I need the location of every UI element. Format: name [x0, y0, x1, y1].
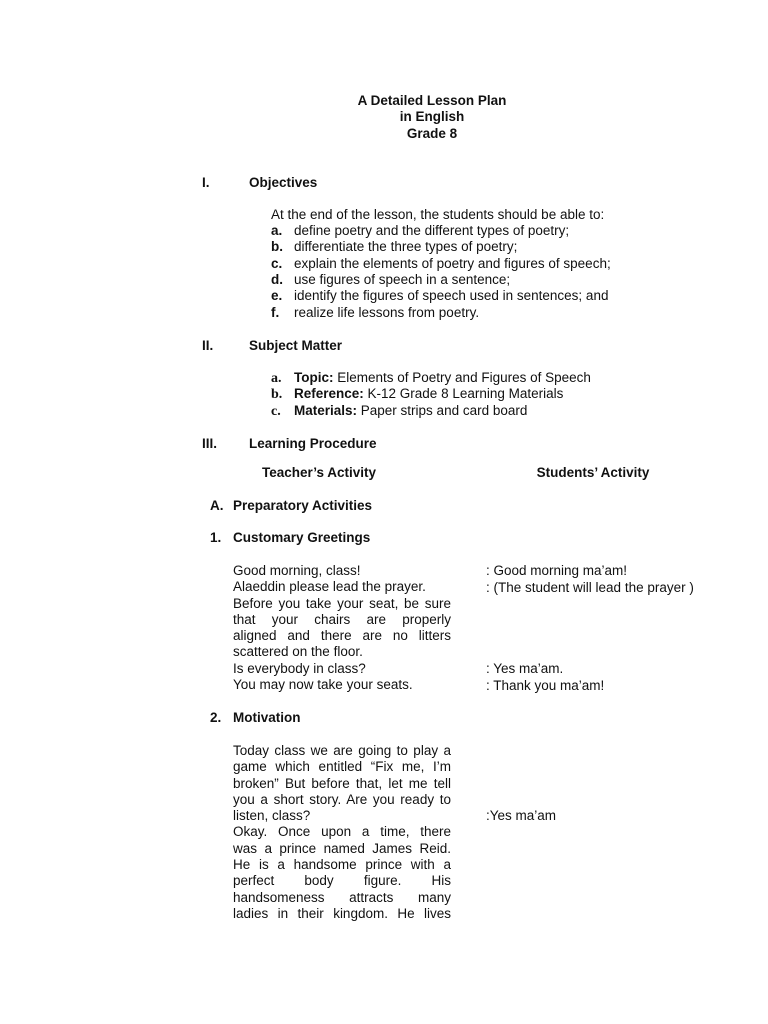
student-response: : Thank you ma’am! — [486, 678, 605, 693]
text-line: Before you take your seat, be sure — [233, 595, 451, 611]
subject-item-topic — [271, 370, 591, 387]
text-line: ladies in their kingdom. He lives — [233, 905, 451, 921]
section-number-2: II. — [202, 338, 214, 353]
step-number-1: 1. — [210, 530, 222, 545]
subject-label: Reference: — [294, 386, 364, 401]
text-line: handsomeness attracts many — [233, 889, 451, 905]
text-line: Okay. Once upon a time, there — [233, 824, 451, 840]
objective-item — [271, 288, 608, 304]
step-number-2: 2. — [210, 710, 222, 725]
objective-text: define poetry and the different types of poetry; — [294, 223, 570, 238]
subsection-number-a: A. — [210, 498, 224, 513]
students-activity-heading: Students’ Activity — [536, 465, 650, 480]
subject-text: K-12 Grade 8 Learning Materials — [363, 386, 564, 401]
objective-letter: e. — [271, 288, 283, 303]
objective-item — [271, 223, 569, 239]
greetings-teacher-text — [233, 563, 451, 693]
section-title-learning-procedure: Learning Procedure — [249, 436, 377, 451]
title-line-1: A Detailed Lesson Plan — [357, 93, 507, 108]
student-response: :Yes ma’am — [486, 808, 557, 823]
section-number-3: III. — [202, 436, 218, 451]
subject-item-reference — [271, 386, 563, 403]
objective-letter: c. — [271, 256, 283, 271]
subject-text: Elements of Poetry and Figures of Speech — [333, 370, 591, 385]
objective-text: explain the elements of poetry and figures of speech; — [294, 256, 611, 271]
text-line: Today class we are going to play a — [233, 743, 451, 758]
text-line: game which entitled “Fix me, I’m — [233, 759, 451, 775]
objectives-intro: At the end of the lesson, the students should be able to: — [271, 207, 605, 222]
objective-item — [271, 256, 611, 272]
text-line: He is a handsome prince with a — [233, 857, 451, 873]
subject-letter: a. — [271, 371, 282, 386]
subject-label: Materials: — [294, 403, 358, 418]
title-line-3: Grade 8 — [406, 126, 458, 141]
subsection-title-preparatory: Preparatory Activities — [233, 498, 373, 513]
step-title-greetings: Customary Greetings — [233, 530, 371, 545]
text-line: scattered on the floor. — [233, 644, 363, 660]
subject-label: Topic: — [294, 370, 334, 385]
step-title-motivation: Motivation — [233, 710, 301, 725]
student-response: : Yes ma’am. — [486, 661, 564, 676]
objective-text: use figures of speech in a sentence; — [294, 272, 511, 287]
teacher-activity-heading: Teacher’s Activity — [261, 465, 377, 480]
objective-text: identify the figures of speech used in sentences; and — [294, 288, 609, 303]
section-number-1: I. — [202, 175, 210, 190]
objective-letter: f. — [271, 305, 280, 320]
text-line: perfect body figure. His — [233, 873, 451, 889]
section-title-subject-matter: Subject Matter — [249, 338, 343, 353]
objective-letter: a. — [271, 223, 283, 238]
subject-text: Paper strips and card board — [357, 403, 528, 418]
section-title-objectives: Objectives — [249, 175, 318, 190]
text-line: Is everybody in class? — [233, 660, 366, 676]
title-line-2: in English — [399, 109, 465, 124]
subject-letter: c. — [271, 404, 281, 419]
objective-letter: b. — [271, 239, 283, 254]
objective-item — [271, 305, 479, 321]
text-line: was a prince named James Reid. — [233, 840, 451, 856]
text-line: broken” But before that, let me tell — [233, 775, 451, 791]
text-line: Alaeddin please lead the prayer. — [233, 579, 426, 595]
student-response: : (The student will lead the prayer ) — [486, 580, 694, 595]
text-line: Good morning, class! — [233, 563, 361, 578]
objective-text: differentiate the three types of poetry; — [294, 239, 518, 254]
text-line: that your chairs are properly — [233, 611, 451, 627]
text-line: aligned and there are no litters — [233, 628, 451, 644]
objective-letter: d. — [271, 272, 283, 287]
objective-text: realize life lessons from poetry. — [294, 305, 480, 320]
student-response: : Good morning ma’am! — [486, 563, 628, 578]
objective-item — [271, 272, 510, 288]
objective-item — [271, 239, 517, 255]
text-line: listen, class? — [233, 808, 311, 824]
subject-letter: b. — [271, 387, 283, 402]
subject-item-materials — [271, 403, 527, 420]
motivation-teacher-text — [233, 743, 451, 922]
text-line: You may now take your seats. — [233, 677, 413, 693]
text-line: you a short story. Are you ready to — [233, 791, 451, 807]
